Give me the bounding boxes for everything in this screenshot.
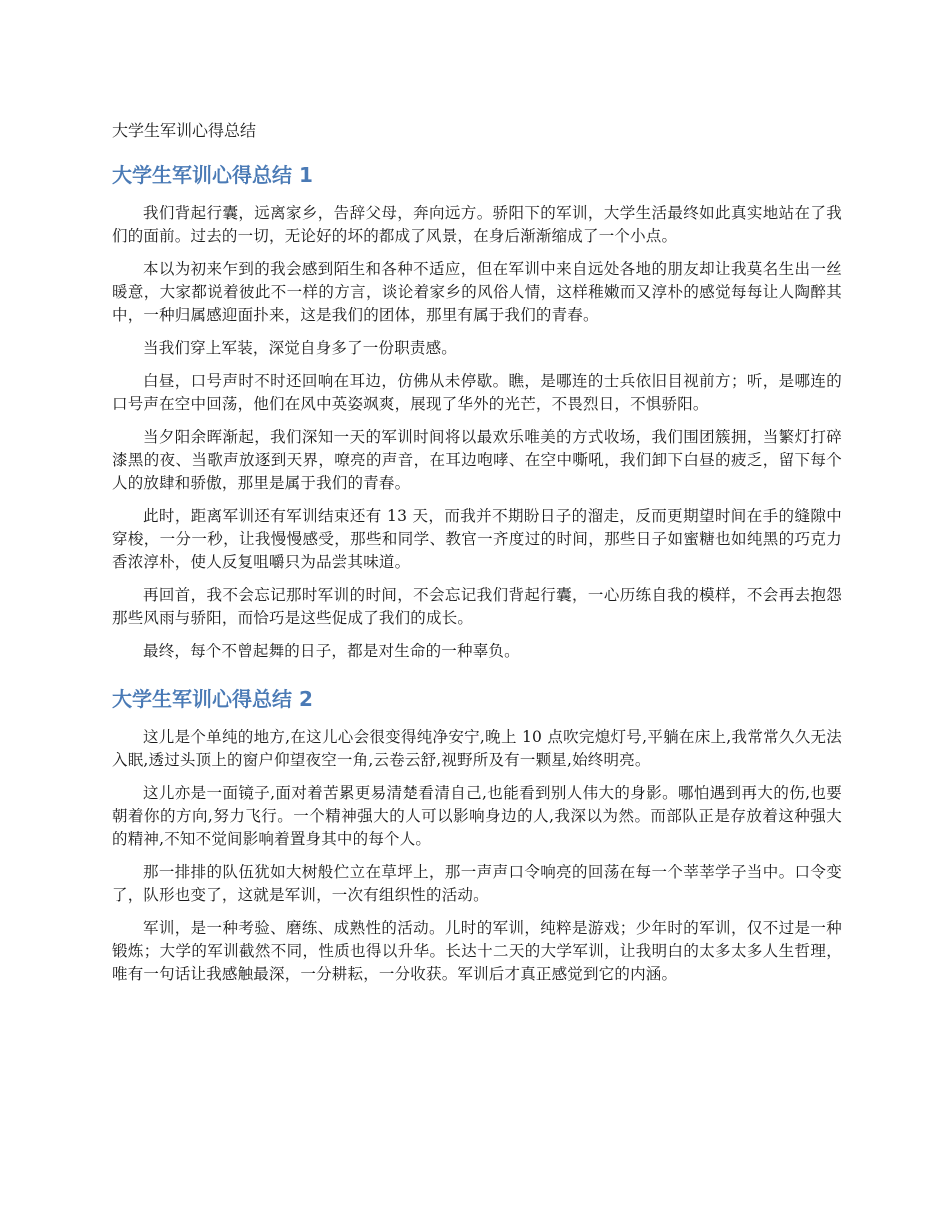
document-title: 大学生军训心得总结 [112, 121, 257, 140]
paragraph: 那一排排的队伍犹如大树般伫立在草坪上，那一声声口令响亮的回荡在每一个莘莘学子当中。口令变了，队形也变了，这就是军训，一次有组织性的活动。 [112, 863, 842, 904]
paragraph: 我们背起行囊，远离家乡，告辞父母，奔向远方。骄阳下的军训，大学生活最终如此真实地站在了我们的面前。过去的一切，无论好的坏的都成了风景，在身后渐渐缩成了一个小点。 [112, 204, 842, 245]
paragraph: 白昼，口号声时不时还回响在耳边，仿佛从未停歇。瞧，是哪连的士兵依旧目视前方；听，是哪连的口号声在空中回荡，他们在风中英姿飒爽，展现了华外的光芒，不畏烈日，不惧骄阳。 [112, 372, 842, 413]
section-2 [112, 685, 842, 986]
section-heading: 大学生军训心得总结 1 [112, 163, 313, 187]
paragraph: 这儿是个单纯的地方,在这儿心会很变得纯净安宁,晚上 10 点吹完熄灯号,平躺在床上,我常常久久无法入眠,透过头顶上的窗户仰望夜空一角,云卷云舒,视野所及有一颗星,始终明亮。 [112, 728, 842, 769]
section-heading: 大学生军训心得总结 2 [112, 687, 313, 711]
paragraph: 军训，是一种考验、磨练、成熟性的活动。儿时的军训，纯粹是游戏；少年时的军训，仅不过是一种锻炼；大学的军训截然不同，性质也得以升华。长达十二天的大学军训，让我明白的太多太多人生哲理，唯有一句话让我感触最深，一分耕耘，一分收获。军训后才真正感觉到它的内涵。 [112, 919, 842, 983]
paragraph: 再回首，我不会忘记那时军训的时间，不会忘记我们背起行囊，一心历练自我的模样，不会再去抱怨那些风雨与骄阳，而恰巧是这些促成了我们的成长。 [112, 586, 842, 627]
document-page [112, 120, 842, 996]
paragraph: 此时，距离军训还有军训结束还有 13 天，而我并不期盼日子的溜走，反而更期望时间在手的缝隙中穿梭，一分一秒，让我慢慢感受，那些和同学、教官一齐度过的时间，那些日子如蜜糖也如纯黑的巧克力香浓淳朴，使人反复咀嚼只为品尝其味道。 [112, 507, 842, 571]
paragraph: 本以为初来乍到的我会感到陌生和各种不适应，但在军训中来自远处各地的朋友却让我莫名生出一丝暖意，大家都说着彼此不一样的方言，谈论着家乡的风俗人情，这样稚嫩而又淳朴的感觉每每让人陶醉其中，一种归属感迎面扑来，这是我们的团体，那里有属于我们的青春。 [112, 260, 842, 324]
paragraph: 当我们穿上军装，深觉自身多了一份职责感。 [143, 339, 458, 357]
paragraph: 这儿亦是一面镜子,面对着苦累更易清楚看清自己,也能看到别人伟大的身影。哪怕遇到再大的伤,也要朝着你的方向,努力飞行。一个精神强大的人可以影响身边的人,我深以为然。而部队正是存放着这种强大的精神,不知不觉间影响着置身其中的每个人。 [112, 784, 842, 848]
paragraph: 当夕阳余晖渐起，我们深知一天的军训时间将以最欢乐唯美的方式收场，我们围团簇拥，当繁灯打碎漆黑的夜、当歌声放逐到天界，嘹亮的声音，在耳边咆哮、在空中嘶吼，我们卸下白昼的疲乏，留下每个人的放肆和骄傲，那里是属于我们的青春。 [112, 428, 842, 492]
paragraph: 最终，每个不曾起舞的日子，都是对生命的一种辜负。 [143, 642, 520, 660]
section-1 [112, 161, 842, 663]
